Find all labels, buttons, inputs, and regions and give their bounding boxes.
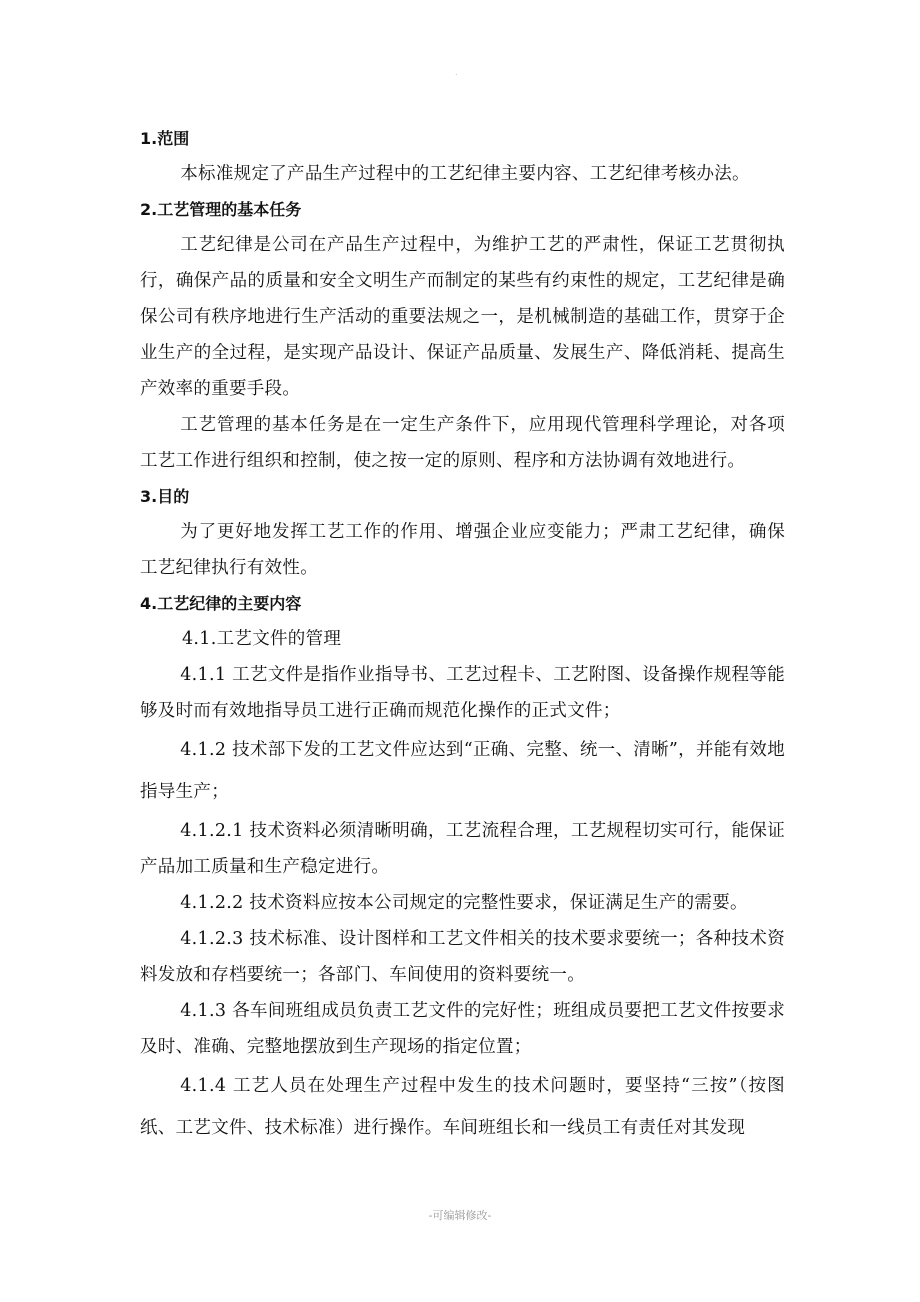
section-1-paragraph: 本标准规定了产品生产过程中的工艺纪律主要内容、工艺纪律考核办法。 <box>180 164 750 184</box>
document-body <box>140 121 785 1149</box>
section-1-title: 1.范围 <box>140 128 190 148</box>
section-2-title: 2.工艺管理的基本任务 <box>140 199 302 219</box>
clause-4-1-1: 4.1.1 工艺文件是指作业指导书、工艺过程卡、工艺附图、设备操作规程等能够及时而有效地指导员工进行正确而规范化操作的正式文件； <box>140 665 785 721</box>
clause-4-1: 4.1.工艺文件的管理 <box>182 629 342 649</box>
section-2-paragraph-2: 工艺管理的基本任务是在一定生产条件下，应用现代管理科学理论，对各项工艺工作进行组织和控制，使之按一定的原则、程序和方法协调有效地进行。 <box>140 415 785 471</box>
clause-4-1-2: 4.1.2 技术部下发的工艺文件应达到“正确、完整、统一、清晰”，并能有效地指导生产； <box>140 740 785 802</box>
clause-4-1-3: 4.1.3 各车间班组成员负责工艺文件的完好性；班组成员要把工艺文件按要求及时、准确、完整地摆放到生产现场的指定位置； <box>140 1001 785 1057</box>
section-2-paragraph-1: 工艺纪律是公司在产品生产过程中，为维护工艺的严肃性，保证工艺贯彻执行，确保产品的质量和安全文明生产而制定的某些有约束性的规定，工艺纪律是确保公司有秩序地进行生产活动的重要法规之一，是机械制造的基础工作，贯穿于企业生产的全过程，是实现产品设计、保证产品质量、发展生产、降低消耗、提高生产效率的重要手段。 <box>140 235 785 399</box>
clause-4-1-2-1: 4.1.2.1 技术资料必须清晰明确，工艺流程合理，工艺规程切实可行，能保证产品加工质量和生产稳定进行。 <box>140 821 785 877</box>
section-3-title: 3.目的 <box>140 486 190 506</box>
header-mark: . <box>455 68 458 77</box>
clause-4-1-2-3: 4.1.2.3 技术标准、设计图样和工艺文件相关的技术要求要统一；各种技术资料发放和存档要统一；各部门、车间使用的资料要统一。 <box>140 929 785 985</box>
clause-4-1-2-2: 4.1.2.2 技术资料应按本公司规定的完整性要求，保证满足生产的需要。 <box>180 893 748 913</box>
section-4-title: 4.工艺纪律的主要内容 <box>140 593 302 613</box>
clause-4-1-4: 4.1.4 工艺人员在处理生产过程中发生的技术问题时，要坚持“三按”（按图纸、工艺文件、技术标准）进行操作。车间班组长和一线员工有责任对其发现 <box>140 1076 785 1138</box>
section-3-paragraph: 为了更好地发挥工艺工作的作用、增强企业应变能力；严肃工艺纪律，确保工艺纪律执行有效性。 <box>140 522 785 578</box>
page-footer: -可编辑修改- <box>428 1209 492 1222</box>
